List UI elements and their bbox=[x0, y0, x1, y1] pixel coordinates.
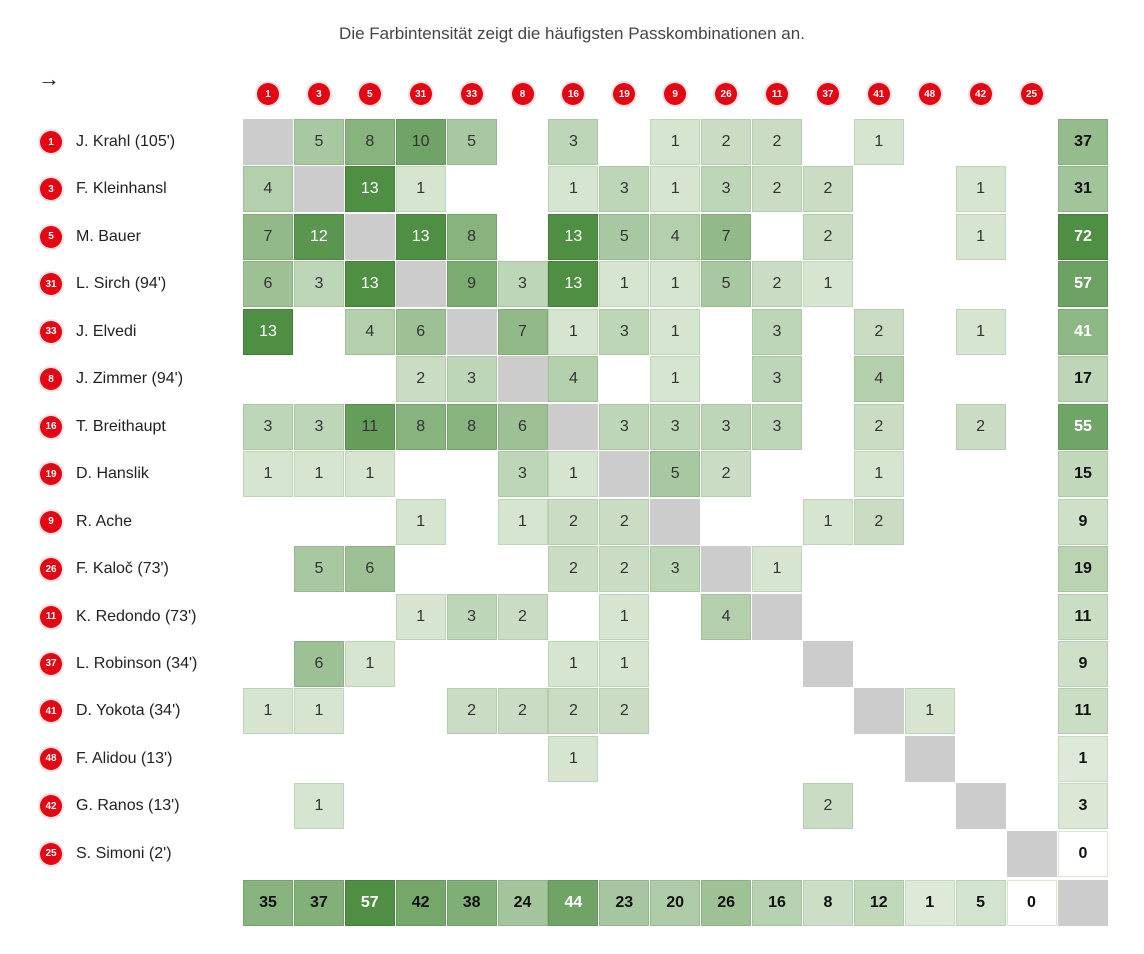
pass-cell: 8 bbox=[345, 119, 395, 165]
pass-cell: 3 bbox=[599, 404, 649, 450]
row-total: 72 bbox=[1058, 214, 1108, 260]
pass-cell: 5 bbox=[447, 119, 497, 165]
pass-cell: 2 bbox=[803, 783, 853, 829]
pass-cell: 1 bbox=[345, 641, 395, 687]
row-label-48 bbox=[40, 747, 172, 771]
pass-cell: 13 bbox=[548, 261, 598, 307]
row-label-26 bbox=[40, 557, 169, 581]
row-total: 19 bbox=[1058, 546, 1108, 592]
pass-cell: 2 bbox=[701, 451, 751, 497]
player-number-badge: 25 bbox=[40, 843, 62, 865]
pass-cell: 1 bbox=[650, 166, 700, 212]
player-name: J. Zimmer (94') bbox=[76, 370, 184, 388]
pass-cell: 4 bbox=[345, 309, 395, 355]
pass-cell: 2 bbox=[752, 119, 802, 165]
column-badge-31: 31 bbox=[410, 83, 432, 105]
player-name: G. Ranos (13') bbox=[76, 797, 180, 815]
pass-cell: 11 bbox=[345, 404, 395, 450]
pass-cell: 9 bbox=[447, 261, 497, 307]
column-total: 1 bbox=[905, 880, 955, 926]
player-name: D. Yokota (34') bbox=[76, 702, 181, 720]
pass-cell: 3 bbox=[650, 404, 700, 450]
diagonal-cell bbox=[1007, 831, 1057, 877]
row-label-5 bbox=[40, 225, 141, 249]
row-total: 9 bbox=[1058, 641, 1108, 687]
player-name: L. Robinson (34') bbox=[76, 654, 198, 672]
pass-cell: 2 bbox=[854, 499, 904, 545]
pass-cell: 13 bbox=[243, 309, 293, 355]
column-badge-42: 42 bbox=[970, 83, 992, 105]
pass-cell: 4 bbox=[701, 594, 751, 640]
player-number-badge: 3 bbox=[40, 178, 62, 200]
player-number-badge: 48 bbox=[40, 748, 62, 770]
pass-cell: 3 bbox=[599, 309, 649, 355]
pass-cell: 3 bbox=[243, 404, 293, 450]
pass-cell: 1 bbox=[803, 261, 853, 307]
row-total: 37 bbox=[1058, 119, 1108, 165]
player-number-badge: 31 bbox=[40, 273, 62, 295]
pass-cell: 2 bbox=[396, 356, 446, 402]
pass-cell: 3 bbox=[447, 594, 497, 640]
pass-cell: 1 bbox=[548, 451, 598, 497]
column-badge-9: 9 bbox=[664, 83, 686, 105]
diagonal-cell bbox=[803, 641, 853, 687]
column-badge-25: 25 bbox=[1021, 83, 1043, 105]
pass-cell: 2 bbox=[803, 166, 853, 212]
pass-cell: 1 bbox=[243, 688, 293, 734]
column-total: 12 bbox=[854, 880, 904, 926]
row-total: 17 bbox=[1058, 356, 1108, 402]
pass-cell: 5 bbox=[599, 214, 649, 260]
player-name: L. Sirch (94') bbox=[76, 275, 167, 293]
pass-cell: 6 bbox=[498, 404, 548, 450]
player-number-badge: 26 bbox=[40, 558, 62, 580]
row-label-37 bbox=[40, 652, 197, 676]
pass-cell: 1 bbox=[599, 641, 649, 687]
pass-cell: 4 bbox=[854, 356, 904, 402]
column-total: 44 bbox=[548, 880, 598, 926]
column-badge-11: 11 bbox=[766, 83, 788, 105]
pass-cell: 1 bbox=[599, 261, 649, 307]
row-total: 11 bbox=[1058, 594, 1108, 640]
pass-cell: 1 bbox=[345, 451, 395, 497]
pass-cell: 4 bbox=[548, 356, 598, 402]
row-label-31 bbox=[40, 272, 166, 296]
player-number-badge: 37 bbox=[40, 653, 62, 675]
pass-cell: 3 bbox=[701, 166, 751, 212]
pass-cell: 1 bbox=[956, 166, 1006, 212]
column-total: 42 bbox=[396, 880, 446, 926]
pass-cell: 7 bbox=[243, 214, 293, 260]
pass-cell: 3 bbox=[650, 546, 700, 592]
row-total: 0 bbox=[1058, 831, 1108, 877]
pass-cell: 6 bbox=[345, 546, 395, 592]
player-number-badge: 41 bbox=[40, 700, 62, 722]
column-badge-16: 16 bbox=[562, 83, 584, 105]
diagonal-cell bbox=[498, 356, 548, 402]
pass-cell: 1 bbox=[650, 261, 700, 307]
diagonal-cell bbox=[956, 783, 1006, 829]
player-number-badge: 19 bbox=[40, 463, 62, 485]
row-total: 3 bbox=[1058, 783, 1108, 829]
pass-cell: 7 bbox=[498, 309, 548, 355]
pass-cell: 1 bbox=[396, 594, 446, 640]
row-label-25 bbox=[40, 842, 172, 866]
row-label-16 bbox=[40, 415, 166, 439]
pass-cell: 1 bbox=[294, 451, 344, 497]
player-name: D. Hanslik bbox=[76, 465, 149, 483]
corner-cell bbox=[1058, 880, 1108, 926]
column-badge-41: 41 bbox=[868, 83, 890, 105]
row-label-1 bbox=[40, 130, 175, 154]
pass-cell: 1 bbox=[294, 688, 344, 734]
diagonal-cell bbox=[701, 546, 751, 592]
pass-cell: 3 bbox=[752, 356, 802, 402]
player-name: F. Kaloč (73') bbox=[76, 560, 169, 578]
pass-cell: 1 bbox=[854, 119, 904, 165]
pass-cell: 8 bbox=[396, 404, 446, 450]
column-total: 20 bbox=[650, 880, 700, 926]
diagonal-cell bbox=[396, 261, 446, 307]
player-name: M. Bauer bbox=[76, 227, 141, 245]
pass-cell: 1 bbox=[956, 214, 1006, 260]
pass-cell: 1 bbox=[294, 783, 344, 829]
pass-cell: 13 bbox=[345, 166, 395, 212]
player-number-badge: 8 bbox=[40, 368, 62, 390]
pass-cell: 3 bbox=[701, 404, 751, 450]
pass-cell: 4 bbox=[243, 166, 293, 212]
diagonal-cell bbox=[294, 166, 344, 212]
pass-cell: 1 bbox=[905, 688, 955, 734]
pass-cell: 1 bbox=[396, 499, 446, 545]
pass-cell: 2 bbox=[956, 404, 1006, 450]
column-total: 37 bbox=[294, 880, 344, 926]
diagonal-cell bbox=[345, 214, 395, 260]
pass-cell: 1 bbox=[599, 594, 649, 640]
pass-cell: 7 bbox=[701, 214, 751, 260]
player-name: R. Ache bbox=[76, 512, 133, 530]
diagonal-cell bbox=[650, 499, 700, 545]
column-badge-19: 19 bbox=[613, 83, 635, 105]
player-name: F. Kleinhansl bbox=[76, 180, 167, 198]
pass-cell: 2 bbox=[498, 688, 548, 734]
column-total: 24 bbox=[498, 880, 548, 926]
pass-cell: 6 bbox=[396, 309, 446, 355]
pass-cell: 6 bbox=[294, 641, 344, 687]
row-label-9 bbox=[40, 510, 132, 534]
pass-cell: 1 bbox=[498, 499, 548, 545]
column-total: 35 bbox=[243, 880, 293, 926]
pass-cell: 3 bbox=[498, 261, 548, 307]
row-label-8 bbox=[40, 367, 183, 391]
column-total: 23 bbox=[599, 880, 649, 926]
player-name: J. Elvedi bbox=[76, 322, 137, 340]
column-total: 38 bbox=[447, 880, 497, 926]
pass-cell: 13 bbox=[396, 214, 446, 260]
diagonal-cell bbox=[905, 736, 955, 782]
pass-cell: 2 bbox=[854, 404, 904, 450]
pass-cell: 10 bbox=[396, 119, 446, 165]
pass-cell: 1 bbox=[803, 499, 853, 545]
pass-cell: 5 bbox=[650, 451, 700, 497]
pass-cell: 3 bbox=[752, 309, 802, 355]
row-label-41 bbox=[40, 699, 180, 723]
column-badge-33: 33 bbox=[461, 83, 483, 105]
pass-cell: 2 bbox=[599, 499, 649, 545]
pass-cell: 1 bbox=[650, 309, 700, 355]
player-number-badge: 1 bbox=[40, 131, 62, 153]
diagonal-cell bbox=[447, 309, 497, 355]
pass-cell: 1 bbox=[752, 546, 802, 592]
player-number-badge: 11 bbox=[40, 606, 62, 628]
column-total: 5 bbox=[956, 880, 1006, 926]
column-badge-1: 1 bbox=[257, 83, 279, 105]
pass-cell: 2 bbox=[548, 688, 598, 734]
pass-cell: 2 bbox=[599, 546, 649, 592]
pass-cell: 1 bbox=[854, 451, 904, 497]
player-number-badge: 42 bbox=[40, 795, 62, 817]
player-number-badge: 16 bbox=[40, 416, 62, 438]
row-label-19 bbox=[40, 462, 149, 486]
pass-cell: 3 bbox=[294, 404, 344, 450]
pass-cell: 2 bbox=[599, 688, 649, 734]
row-total: 31 bbox=[1058, 166, 1108, 212]
pass-cell: 2 bbox=[701, 119, 751, 165]
player-number-badge: 5 bbox=[40, 226, 62, 248]
column-badge-48: 48 bbox=[919, 83, 941, 105]
column-total: 8 bbox=[803, 880, 853, 926]
row-total: 41 bbox=[1058, 309, 1108, 355]
player-number-badge: 9 bbox=[40, 511, 62, 533]
pass-cell: 2 bbox=[548, 499, 598, 545]
pass-cell: 1 bbox=[650, 119, 700, 165]
player-name: T. Breithaupt bbox=[76, 417, 166, 435]
pass-cell: 2 bbox=[752, 166, 802, 212]
pass-cell: 1 bbox=[396, 166, 446, 212]
column-total: 0 bbox=[1007, 880, 1057, 926]
row-label-11 bbox=[40, 605, 196, 629]
diagonal-cell bbox=[548, 404, 598, 450]
pass-cell: 8 bbox=[447, 214, 497, 260]
player-name: S. Simoni (2') bbox=[76, 844, 172, 862]
pass-cell: 1 bbox=[548, 309, 598, 355]
row-total: 11 bbox=[1058, 688, 1108, 734]
column-total: 16 bbox=[752, 880, 802, 926]
row-total: 55 bbox=[1058, 404, 1108, 450]
row-total: 57 bbox=[1058, 261, 1108, 307]
pass-cell: 1 bbox=[548, 166, 598, 212]
pass-cell: 6 bbox=[243, 261, 293, 307]
column-badge-5: 5 bbox=[359, 83, 381, 105]
player-name: F. Alidou (13') bbox=[76, 749, 173, 767]
pass-cell: 2 bbox=[854, 309, 904, 355]
column-badge-8: 8 bbox=[512, 83, 534, 105]
pass-cell: 1 bbox=[650, 356, 700, 402]
pass-cell: 3 bbox=[447, 356, 497, 402]
pass-cell: 8 bbox=[447, 404, 497, 450]
pass-cell: 13 bbox=[548, 214, 598, 260]
pass-cell: 3 bbox=[498, 451, 548, 497]
pass-cell: 3 bbox=[599, 166, 649, 212]
diagonal-cell bbox=[854, 688, 904, 734]
column-total: 57 bbox=[345, 880, 395, 926]
row-label-33 bbox=[40, 320, 136, 344]
direction-arrow: → bbox=[38, 66, 60, 91]
pass-cell: 1 bbox=[243, 451, 293, 497]
pass-cell: 1 bbox=[548, 641, 598, 687]
column-badge-37: 37 bbox=[817, 83, 839, 105]
pass-cell: 12 bbox=[294, 214, 344, 260]
pass-cell: 3 bbox=[294, 261, 344, 307]
pass-cell: 13 bbox=[345, 261, 395, 307]
chart-subtitle: Die Farbintensität zeigt die häufigsten Passkombinationen an. bbox=[339, 24, 805, 43]
column-total: 26 bbox=[701, 880, 751, 926]
pass-cell: 5 bbox=[701, 261, 751, 307]
diagonal-cell bbox=[752, 594, 802, 640]
row-label-3 bbox=[40, 177, 167, 201]
player-name: J. Krahl (105') bbox=[76, 133, 176, 150]
pass-cell: 1 bbox=[548, 736, 598, 782]
pass-cell: 1 bbox=[956, 309, 1006, 355]
column-badge-26: 26 bbox=[715, 83, 737, 105]
pass-cell: 2 bbox=[498, 594, 548, 640]
row-total: 9 bbox=[1058, 499, 1108, 545]
pass-cell: 3 bbox=[752, 404, 802, 450]
pass-cell: 2 bbox=[548, 546, 598, 592]
row-label-42 bbox=[40, 794, 180, 818]
pass-cell: 2 bbox=[803, 214, 853, 260]
pass-cell: 5 bbox=[294, 119, 344, 165]
row-total: 15 bbox=[1058, 451, 1108, 497]
diagonal-cell bbox=[599, 451, 649, 497]
pass-cell: 5 bbox=[294, 546, 344, 592]
diagonal-cell bbox=[243, 119, 293, 165]
player-name: K. Redondo (73') bbox=[76, 607, 197, 625]
pass-cell: 4 bbox=[650, 214, 700, 260]
pass-cell: 2 bbox=[447, 688, 497, 734]
player-number-badge: 33 bbox=[40, 321, 62, 343]
pass-cell: 3 bbox=[548, 119, 598, 165]
column-badge-3: 3 bbox=[308, 83, 330, 105]
pass-cell: 2 bbox=[752, 261, 802, 307]
row-total: 1 bbox=[1058, 736, 1108, 782]
